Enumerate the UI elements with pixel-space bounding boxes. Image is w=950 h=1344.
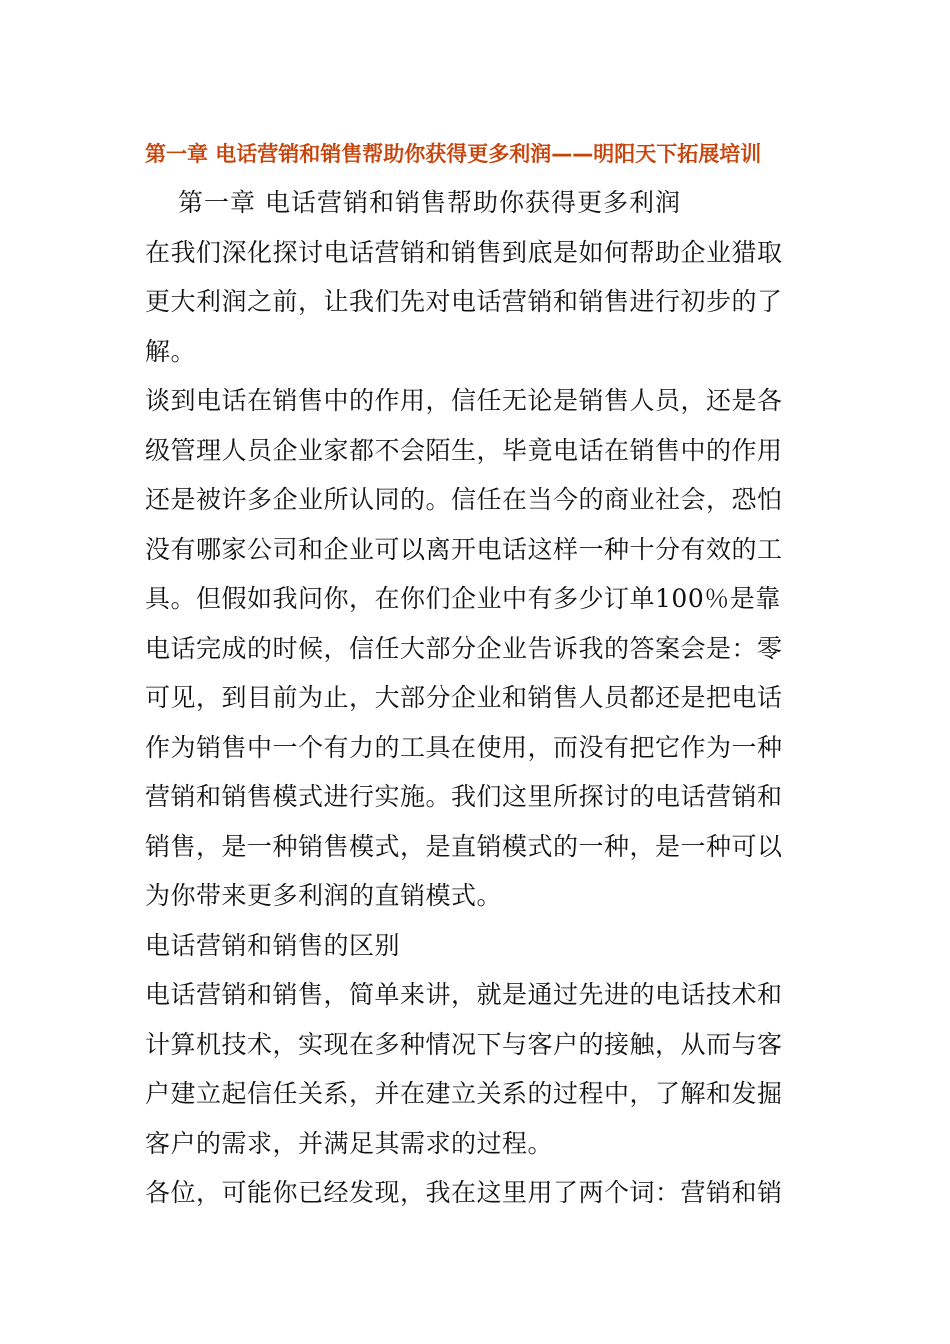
paragraph-intro: 在我们深化探讨电话营销和销售到底是如何帮助企业猎取更大利润之前，让我们先对电话营销和销售进行初步的了解。 <box>145 237 783 366</box>
document-title: 第一章 电话营销和销售帮助你获得更多利润——明阳天下拓展培训 <box>145 142 762 166</box>
section-heading: 电话营销和销售的区别 <box>145 930 401 960</box>
chapter-heading: 第一章 电话营销和销售帮助你获得更多利润 <box>178 188 681 217</box>
document-body <box>145 178 805 1218</box>
paragraph-phone-role: 谈到电话在销售中的作用，信任无论是销售人员，还是各级管理人员企业家都不会陌生，毕竟电话在销售中的作用还是被许多企业所认同的。信任在当今的商业社会，恐怕没有哪家公司和企业可以离开电话这样一种十分有效的工具。但假如我问你，在你们企业中有多少订单100％是靠电话完成的时候，信任大部分企业告诉我的答案会是：零可见，到目前为止，大部分企业和销售人员都还是把电话作为销售中一个有力的工具在使用，而没有把它作为一种营销和销售模式进行实施。我们这里所探讨的电话营销和销售，是一种销售模式，是直销模式的一种，是一种可以为你带来更多利润的直销模式。 <box>145 386 783 910</box>
paragraph-definition: 电话营销和销售，简单来讲，就是通过先进的电话技术和计算机技术，实现在多种情况下与客户的接触，从而与客户建立起信任关系，并在建立关系的过程中，了解和发掘客户的需求，并满足其需求的过程。 <box>145 980 783 1158</box>
paragraph-two-words: 各位，可能你已经发现，我在这里用了两个词：营销和销 <box>145 1178 783 1207</box>
